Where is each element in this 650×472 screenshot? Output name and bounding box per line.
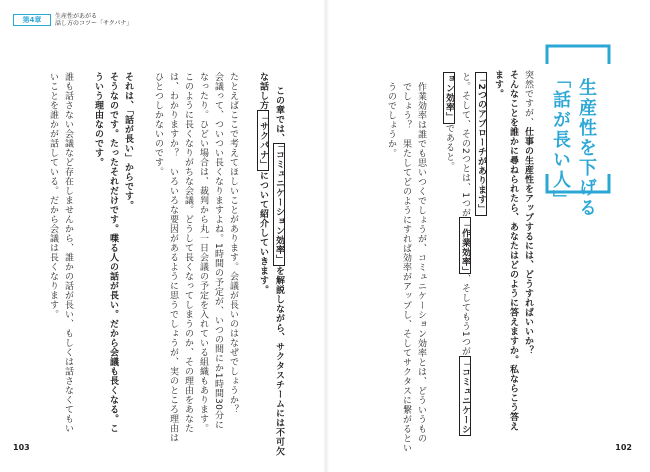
text-line: であると。 [444, 123, 454, 171]
left-col-3: たとえばここで考えてほしいことがあります。会議が長いのはなぜでしょうか？ [228, 72, 238, 414]
highlighted-phrase: ョン効率」 [444, 74, 454, 122]
right-col-1 [521, 70, 535, 355]
left-col-4: 会議って、ついつい長くなりますよね。1時間の予定が、いつの間にか1時間30分に [213, 72, 223, 430]
text-line: 突然ですが、 [523, 70, 533, 127]
chapter-title-line1: 生産性があがる [55, 13, 98, 20]
left-col-11: ういう理由なのです。 [93, 72, 103, 167]
left-col-1 [272, 86, 286, 456]
text-line-bold: この章では、 [274, 86, 284, 143]
right-col-9: うのでしょうか。 [386, 82, 396, 158]
left-col-10 [106, 72, 120, 433]
right-col-6 [442, 72, 456, 171]
left-col-6: このように長くなりがちな会議。どうして長くなってしまうのか、その理由をあなた [183, 72, 193, 433]
chapter-title-line2: 話し方のコツー「サクパナ」 [55, 20, 133, 27]
highlighted-phrase: 「作業効率」 [460, 219, 470, 272]
text-line-bold: 仕事の生産性をアップするには、どうすればいいか？ [523, 127, 533, 355]
right-col-4 [474, 72, 488, 216]
page-number-left: 103 [13, 443, 30, 452]
left-col-2 [256, 72, 270, 295]
text-line-bold: 喋る人の話が長い。だから会議も長くなる。こ [108, 233, 118, 433]
left-col-12: 誰も話さない会議など存在しませんから、誰かの話が長い、もしくは話さなくてもい [63, 72, 73, 433]
left-col-9: それは、「話が長い」からです。 [123, 72, 133, 210]
left-col-7: は、わかりますか？ いろいろな要因があるように思うでしょうが、実のところ理由は [168, 72, 178, 443]
text-line-bold: を解説しながら、サクタスチームには不可欠 [274, 266, 284, 456]
highlighted-phrase: 「サクパナ」 [258, 112, 268, 169]
gutter [323, 0, 329, 472]
left-col-5: なったり。ひどい場合は、裁判から丸一日会議の予定を入れている組織もあります。 [198, 72, 208, 433]
right-col-3: ます。 [493, 70, 503, 99]
highlighted-phrase: 「コミュニケーシ [460, 358, 470, 435]
right-col-5 [458, 72, 472, 436]
highlighted-phrase: 「コミュニケーション効率」 [274, 145, 284, 264]
right-col-2: そんなことを誰かに尋ねられたら、あなたはどのように答えますか。私ならこう答え [508, 70, 518, 431]
right-col-7: 作業効率は誰でも思いつくでしょうが、コミュニケーション効率とは、どういうもの [416, 82, 426, 443]
text-line: と。そして、その2つとは、1つが [460, 72, 470, 218]
section-heading-line2: 「話が長い人」 [550, 70, 571, 210]
text-line-bold: な話し方 [258, 72, 268, 110]
section-heading-line1: 生産性を下げる [576, 78, 597, 218]
page-number-right: 102 [615, 443, 632, 452]
highlighted-phrase: 「2つのアプローチがあります」 [476, 74, 486, 214]
left-col-8: ひとつしかないのです。 [153, 72, 163, 177]
running-header [13, 13, 132, 27]
text-line: 、そしてもう1つが [460, 273, 470, 357]
text-line-bold: そうなのです。たったそれだけです。 [108, 72, 118, 234]
text-line-bold: について紹介していきます。 [258, 171, 268, 295]
heading-bracket-top [545, 44, 611, 66]
chapter-label: 第4章 [13, 14, 51, 26]
right-col-8: でしょう？ 果たしてどのようにすれば効率がアップし、そしてサクタスに繋がるとい [401, 82, 411, 453]
left-col-13: いことを誰かが話している。だから会議は長くなります。 [48, 72, 58, 319]
chapter-title [55, 13, 132, 27]
